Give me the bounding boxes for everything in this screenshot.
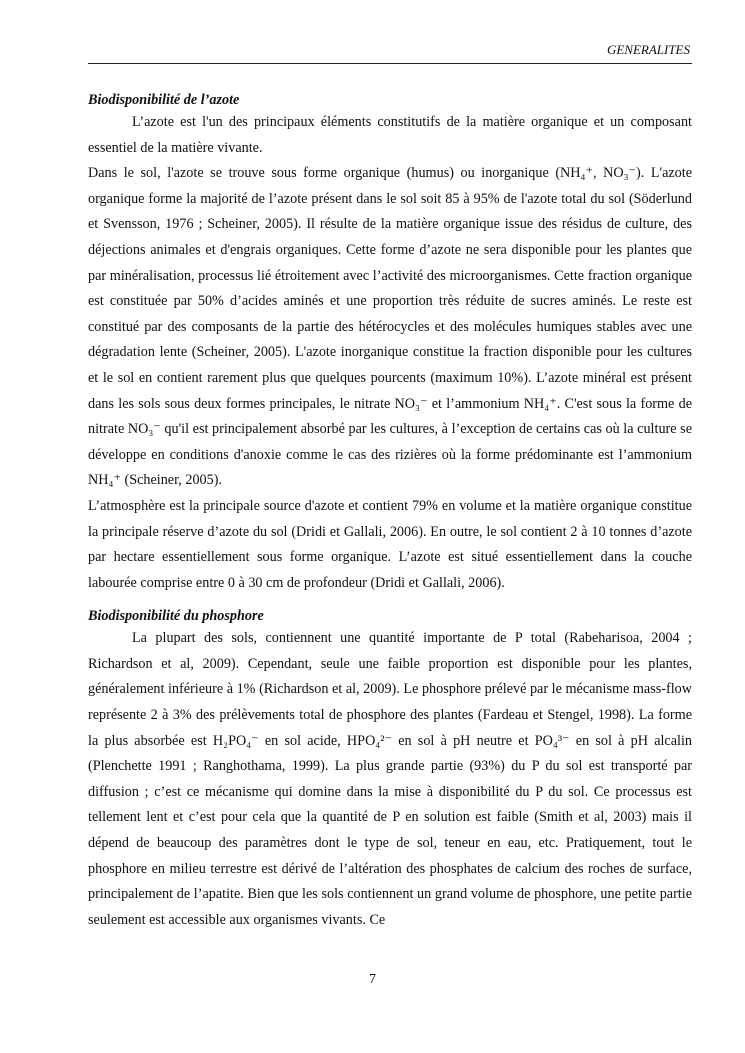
page-content xyxy=(88,90,692,933)
page-number: 7 xyxy=(369,972,376,987)
section-title-phosphore: Biodisponibilité du phosphore xyxy=(88,608,264,625)
paragraph: Dans le sol, l'azote se trouve sous forme organique (humus) ou inorganique (NH₄⁺, NO₃⁻). L'azote organique forme la majorité de l’azote présent dans le sol soit 85 à 95% de l'azote total du sol (Söderlund et Svensson, 1976 ; Scheiner, 2005). Il résulte de la matière organique issue des résidus de culture, des déjections animales et d'engrais organiques. Cette forme d’azote ne sera disponible pour les plantes que par minéralisation, processus lié étroitement avec l’activité des microorganismes. Cette fraction organique est constituée par 50% d’acides aminés et une proportion très réduite de sucres aminés. Le reste est constitué par des composants de la partie des hétérocycles et des molécules humiques stables avec une dégradation lente (Scheiner, 2005). L'azote inorganique constitue la fraction disponible pour les cultures et le sol en contient rarement plus que quelques pourcents (maximum 10%). L’azote minéral est présent dans les sols sous deux formes principales, le nitrate NO₃⁻ et l’ammonium NH₄⁺. C'est sous la forme de nitrate NO₃⁻ qu'il est principalement absorbé par les cultures, à l’exception de certains cas où la culture se développe en conditions d'anoxie comme le cas des rizières où la forme prédominante est l’ammonium NH₄⁺ (Scheiner, 2005). xyxy=(88,165,692,489)
running-header: GENERALITES xyxy=(88,42,692,64)
section-title-azote: Biodisponibilité de l’azote xyxy=(88,92,240,108)
paragraph: L’azote est l'un des principaux éléments constitutifs de la matière organique et un composant essentiel de la matière vivante. xyxy=(88,114,692,156)
paragraph: L’atmosphère est la principale source d'azote et contient 79% en volume et la matière organique constitue la principale réserve d’azote du sol (Dridi et Gallali, 2006). En outre, le sol contient 2 à 10 tonnes d’azote par hectare essentiellement sous forme organique. L’azote est situé essentiellement dans la couche labourée comprise entre 0 à 30 cm de profondeur (Dridi et Gallali, 2006). xyxy=(88,497,692,591)
paragraph: La plupart des sols, contiennent une quantité importante de P total (Rabeharisoa, 2004 ; Richardson et al, 2009). Cependant, seule une faible proportion est disponible pour les plantes, généralement inférieure à 1% (Richardson et al, 2009). Le phosphore prélevé par le mécanisme mass-flow représente 2 à 3% des prélèvements total de phosphore des plantes (Fardeau et Stengel, 1998). La forme la plus absorbée est H₂PO₄⁻ en sol acide, HPO₄²⁻ en sol à pH neutre et PO₄³⁻ en sol à pH alcalin (Plenchette 1991 ; Ranghothama, 1999). La plus grande partie (93%) du P du sol est transporté par diffusion ; c’est ce mécanisme qui domine dans la mise à disponibilité du P du sol. Ce processus est tellement lent et c’est pour cela que la quantité de P en solution est faible (Smith et al, 2003) mais il dépend de beaucoup des paramètres dont le type de sol, teneur en eau, etc. Pratiquement, tout le phosphore en milieu terrestre est dérivé de l’altération des phosphates de calcium des roches de surface, principalement de l’apatite. Bien que les sols contiennent un grand volume de phosphore, une petite partie seulement est accessible aux organismes vivants. Ce xyxy=(88,630,692,928)
